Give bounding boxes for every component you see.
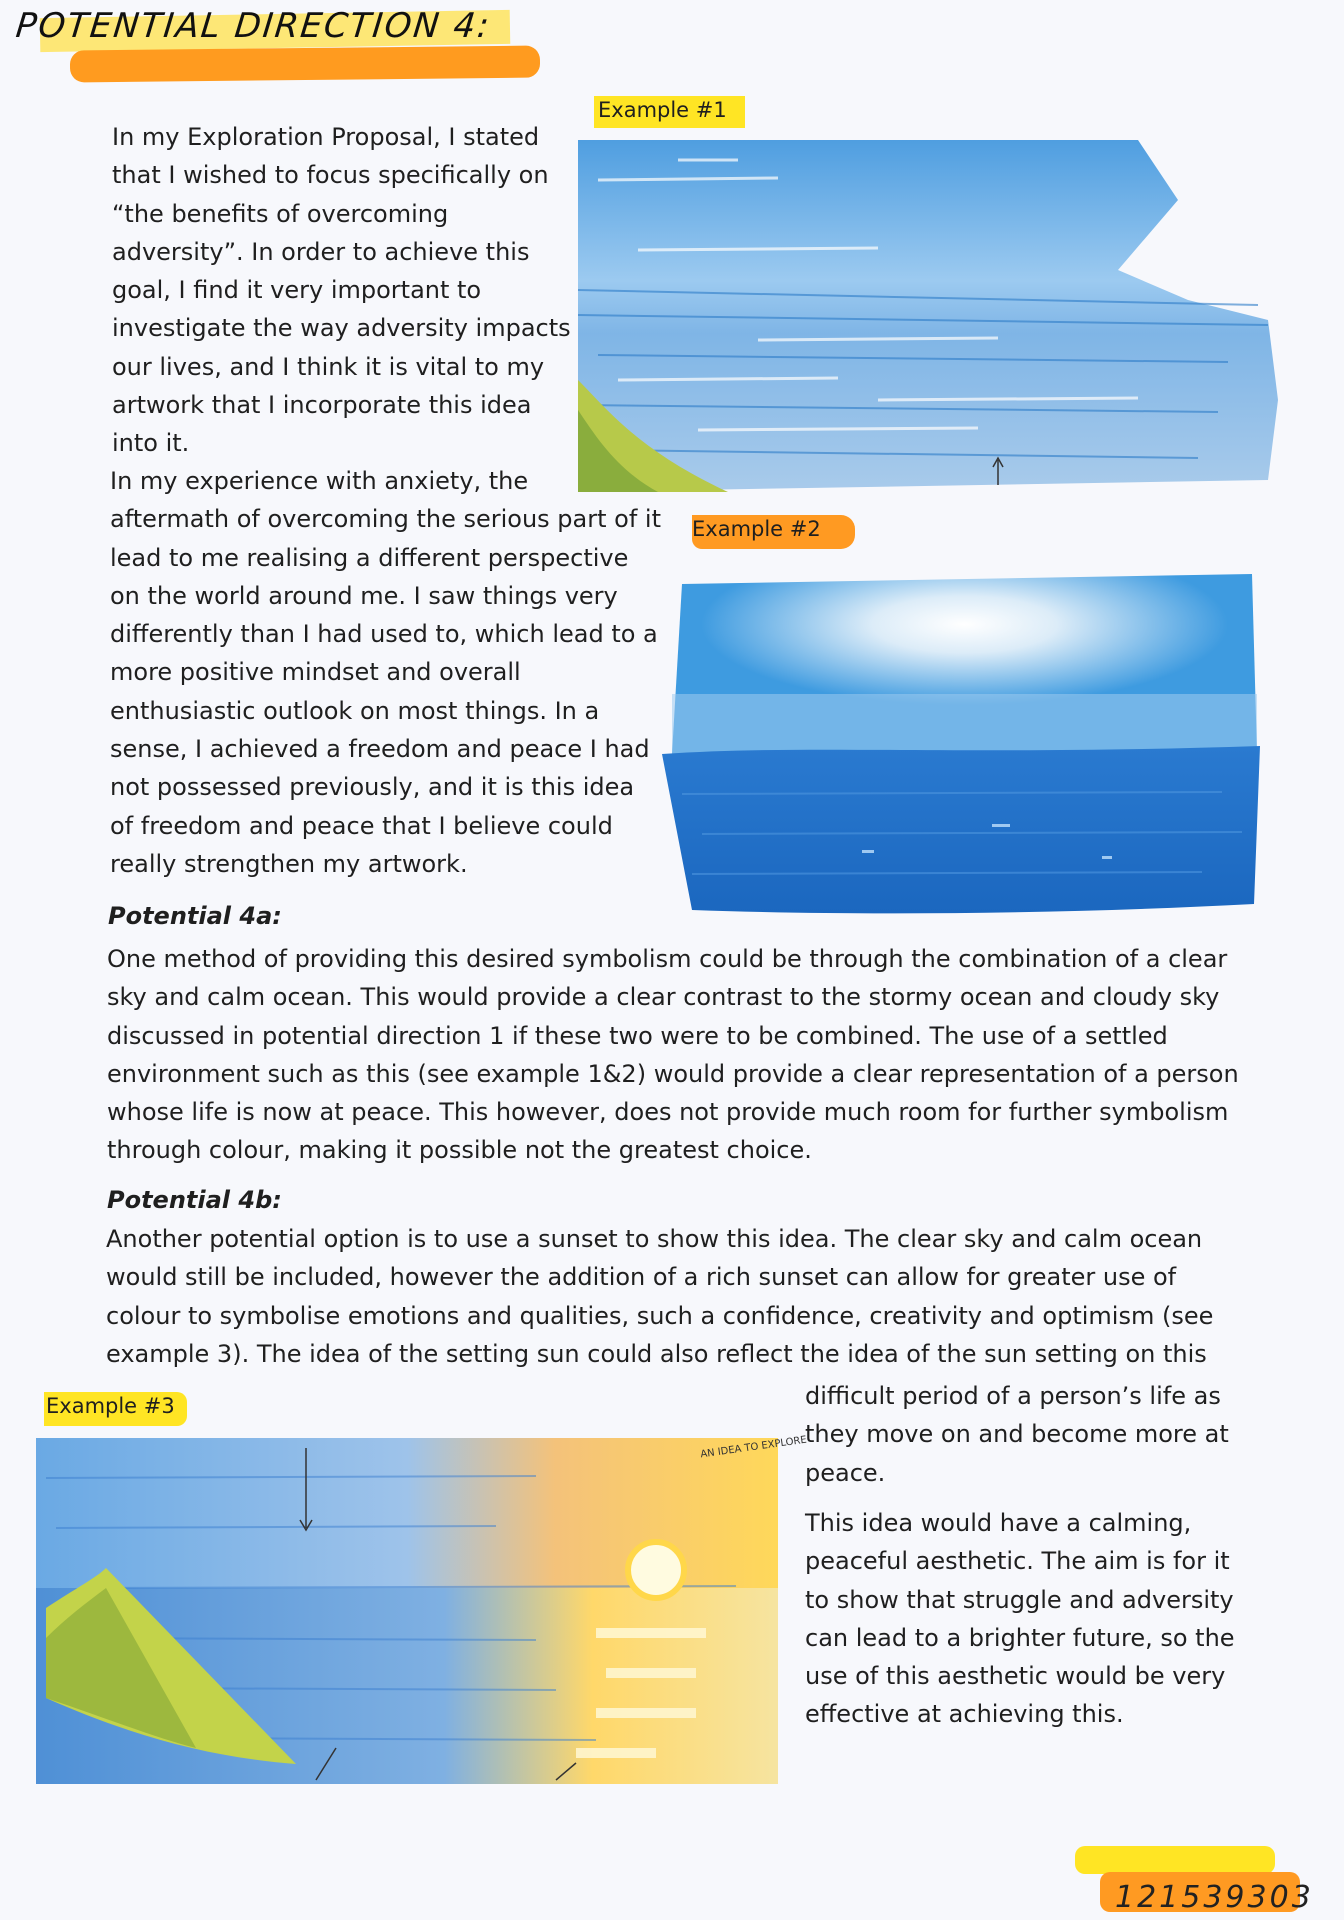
text-line: environment such as this (see example 1&2) would provide a clear representation of a person [107,1059,1239,1088]
text-line: In my experience with anxiety, the [110,467,529,495]
text-line: lead to me realising a different perspective [110,543,629,572]
text-line: Another potential option is to use a sunset to show this idea. The clear sky and calm ocean [106,1225,1203,1253]
text-line: use of this aesthetic would be very [805,1662,1226,1691]
text-line: aftermath of overcoming the serious part of it [110,505,661,534]
candidate-number: 121539303 [1115,1880,1314,1915]
text-line: In my Exploration Proposal, I stated [112,123,540,151]
text-line: through colour, making it possible not the greatest choice. [107,1136,812,1165]
text-line: sense, I achieved a freedom and peace I had [110,735,650,764]
text-line: can lead to a brighter future, so the [805,1623,1235,1652]
candidate-highlight-yellow [1075,1846,1275,1874]
example-2-image [662,564,1260,918]
text-line: One method of providing this desired symbolism could be through the combination of a clear [107,945,1228,973]
text-line: whose life is now at peace. This however, does not provide much room for further symbolism [107,1098,1229,1127]
example-1-label: Example #1 [594,96,745,128]
text-line: on the world around me. I saw things very [110,581,618,610]
text-line: that I wished to focus specifically on [112,161,549,190]
text-line: enthusiastic outlook on most things. In a [110,696,600,725]
text-line: goal, I find it very important to [112,276,482,305]
sketch-note: AN IDEA TO EXPLORE [699,1434,808,1461]
text-line: difficult period of a person’s life as [805,1382,1221,1410]
text-line: peaceful aesthetic. The aim is for it [805,1547,1230,1576]
text-line: discussed in potential direction 1 if these two were to be combined. The use of a settled [107,1021,1168,1050]
text-line: to show that struggle and adversity [805,1585,1234,1614]
text-line: effective at achieving this. [805,1700,1124,1729]
text-line: of freedom and peace that I believe could [110,811,613,840]
text-line: more positive mindset and overall [110,658,521,687]
text-line: “the benefits of overcoming [112,199,449,228]
example-1-image [578,140,1288,492]
text-line: really strengthen my artwork. [110,849,468,878]
page-title: POTENTIAL DIRECTION 4: [13,6,493,46]
potential-4a-paragraph [107,940,1239,1170]
text-line: they move on and become more at [805,1420,1229,1449]
potential-4b-continuation [805,1377,1229,1492]
text-line: into it. [112,429,190,458]
title-highlight-orange [70,46,540,83]
potential-4a-heading: Potential 4a: [108,902,282,930]
text-line: not possessed previously, and it is this idea [110,773,635,802]
potential-4b-paragraph [106,1220,1213,1373]
example-3-image [36,1434,808,1784]
text-line: example 3). The idea of the setting sun could also reflect the idea of the sun setting on this [106,1339,1207,1368]
example-3-label: Example #3 [44,1392,187,1426]
example-2-label: Example #2 [692,515,855,549]
text-line: would still be included, however the addition of a rich sunset can allow for greater use of [106,1263,1177,1292]
anxiety-paragraph [110,462,661,883]
potential-4b-heading: Potential 4b: [107,1186,282,1214]
text-line: This idea would have a calming, [805,1509,1192,1537]
text-line: our lives, and I think it is vital to my [112,352,545,381]
text-line: artwork that I incorporate this idea [112,391,532,420]
text-line: colour to symbolise emotions and qualities, such a confidence, creativity and optimism (see [106,1301,1214,1330]
text-line: peace. [805,1458,886,1487]
text-line: sky and calm ocean. This would provide a clear contrast to the stormy ocean and cloudy sky [107,983,1220,1012]
intro-paragraph [112,118,571,463]
text-line: differently than I had used to, which lead to a [110,620,658,649]
text-line: adversity”. In order to achieve this [112,237,530,266]
text-line: investigate the way adversity impacts [112,314,571,343]
closing-paragraph [805,1504,1235,1734]
